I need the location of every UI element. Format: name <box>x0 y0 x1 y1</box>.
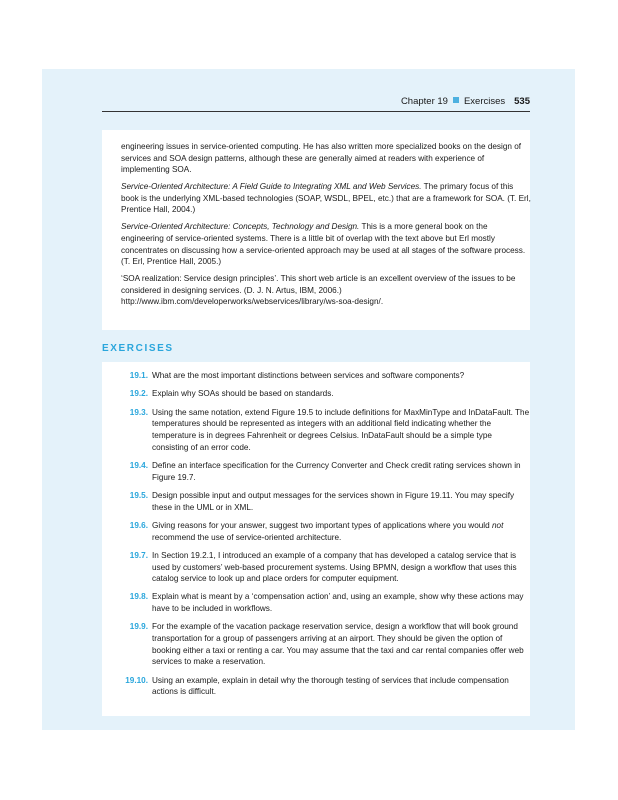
exercise-number: 19.8. <box>129 592 148 602</box>
exercise-item <box>102 520 530 543</box>
exercise-number: 19.2. <box>129 389 148 399</box>
exercise-text: Giving reasons for your answer, suggest two important types of applications where you would <box>152 520 492 530</box>
reference-text: ‘SOA realization: Service design principles’. This short web article is an excellent overview of the issues to be considered in designing services. (D. J. N. Artus, IBM, 2006.) http://www.ibm.com/developerworks/webservices/library/ws-soa-design/. <box>121 274 516 307</box>
exercise-item <box>102 407 530 453</box>
exercise-number: 19.3. <box>129 407 148 417</box>
exercise-text: For the example of the vacation package reservation service, design a workflow that will book ground transportation for a group of passengers arriving at an airport. They should be given the option of booking either a taxi or renting a car. You may assume that the taxi and car rental companies offer web services to make a reservation. <box>152 622 524 667</box>
exercise-text: Using an example, explain in detail why the thorough testing of services that include compensation actions is difficult. <box>152 675 509 697</box>
exercise-text-cont: recommend the use of service-oriented architecture. <box>152 532 342 542</box>
exercise-item <box>102 621 530 667</box>
further-reading-list <box>121 141 531 313</box>
exercises-heading: EXERCISES <box>102 343 174 354</box>
exercises-list <box>102 370 530 705</box>
section-label: Exercises <box>463 96 506 107</box>
exercise-number: 19.1. <box>129 371 148 380</box>
exercise-text: Explain what is meant by a ‘compensation action’ and, using an example, show why these actions may have to be included in workflows. <box>152 592 524 614</box>
exercise-item <box>102 591 530 614</box>
reference-entry <box>121 221 531 267</box>
reference-text: The primary focus of this book is the underlying XML-based technologies (SOAP, WSDL, BPEL, etc.) that are a framework for SOA. (T. Erl, Prentice Hall, 2004.) <box>121 182 531 215</box>
reference-text: This is a more general book on the engineering of service-oriented systems. There is a little bit of overlap with the text above but Erl mostly concentrates on discussing how a service-oriented approach may be used at all stages of the software process. (T. Erl, Prentice Hall, 2005.) <box>121 222 526 267</box>
page-number: 535 <box>514 96 530 107</box>
exercise-item <box>102 370 530 382</box>
exercise-number: 19.6. <box>129 520 148 530</box>
chapter-label: Chapter 19 <box>400 96 448 107</box>
exercise-text: In Section 19.2.1, I introduced an example of a company that has developed a catalog service that is used by customers’ web-based procurement systems. Using BPMN, design a workflow that uses this catalog service to look up and place orders for computer equipment. <box>152 550 517 584</box>
exercise-item <box>102 460 530 483</box>
exercise-number: 19.10. <box>125 675 148 685</box>
exercise-number: 19.9. <box>129 622 148 632</box>
running-header <box>102 95 530 112</box>
separator-square-icon <box>453 97 459 103</box>
exercise-text: Using the same notation, extend Figure 19.5 to include definitions for MaxMinType and InDataFault. The temperatures should be represented as integers with an additional field indicating whether the temperature is in degrees Fahrenheit or degrees Celsius. InDataFault should be a simple type consisting of an error code. <box>152 407 530 452</box>
reference-entry <box>121 141 531 176</box>
reference-entry <box>121 181 531 216</box>
exercise-text: What are the most important distinctions between services and software components? <box>152 371 465 380</box>
exercise-item <box>102 490 530 513</box>
exercise-text: Explain why SOAs should be based on standards. <box>152 389 334 399</box>
reference-text: engineering issues in service-oriented computing. He has also written more specialized books on the design of services and SOA design patterns, although these are generally aimed at readers with experience of implementing SOA. <box>121 142 522 175</box>
exercise-number: 19.5. <box>129 490 148 500</box>
exercise-item <box>102 550 530 585</box>
exercise-emphasis: not <box>491 520 504 530</box>
exercise-number: 19.4. <box>129 460 148 470</box>
exercise-text: Design possible input and output messages for the services shown in Figure 19.11. You may specify these in the UML or in XML. <box>152 490 515 512</box>
exercise-item <box>102 388 530 400</box>
exercise-item <box>102 675 530 698</box>
exercise-text: Define an interface specification for the Currency Converter and Check credit rating services shown in Figure 19.7. <box>152 460 521 482</box>
reference-title: Service-Oriented Architecture: A Field Guide to Integrating XML and Web Services. <box>121 182 422 192</box>
reference-entry <box>121 273 531 308</box>
exercise-number: 19.7. <box>129 550 148 560</box>
reference-title: Service-Oriented Architecture: Concepts, Technology and Design. <box>121 222 360 232</box>
